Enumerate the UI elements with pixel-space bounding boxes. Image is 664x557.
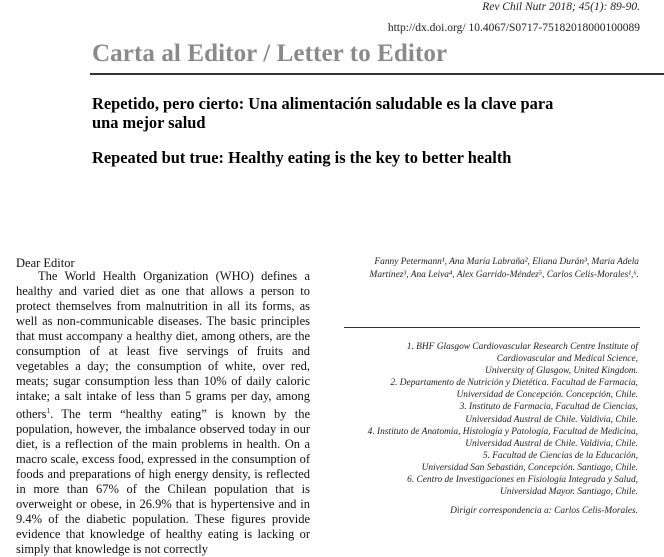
affiliation-line: Cardiovascular and Medical Science, bbox=[496, 354, 638, 365]
journal-citation: Rev Chil Nutr 2018; 45(1): 89-90. bbox=[482, 1, 640, 13]
affiliation-line: 6. Centro de Investigaciones en Fisiología Integrada y Salud, bbox=[407, 475, 638, 486]
header-divider bbox=[90, 73, 664, 75]
affiliation-line: Universidad de Concepción. Concepción, Chile. bbox=[456, 390, 638, 401]
affiliation-line: 4. Instituto de Anatomía, Histología y Patología, Facultad de Medicina, bbox=[367, 426, 638, 437]
affiliation-line: Universidad Austral de Chile. Valdivia, Chile. bbox=[465, 438, 638, 449]
affiliation-line: Universidad Mayor. Santiago, Chile. bbox=[499, 487, 638, 498]
body-text-part2: . The term “healthy eating” is known by the population, however, the imbalance observed today in our diet, is a reflection of the main problems in health. On a macro scale, excess food, expressed in the consumption of foods and preparations of high energy density, is reflected in more than 67% of the Chilean population that is overweight or obese, in 26.9% that is hypertensive and in 9.4% of the diabetic population. These figures provide evidence that knowledge of healthy eating is lacking or simply that knowledge is not correctly bbox=[16, 407, 310, 557]
author-list bbox=[355, 256, 639, 282]
author-line: Martínez³, Ana Leiva⁴, Alex Garrido-Méndez⁵, Carlos Celis-Morales¹,⁶. bbox=[369, 270, 639, 280]
article-title-spanish: Repetido, pero cierto: Una alimentación saludable es la clave para una mejor salud bbox=[92, 94, 554, 132]
affiliation-line: 1. BHF Glasgow Cardiovascular Research Centre Institute of bbox=[406, 342, 638, 352]
affiliation-line: 2. Departamento de Nutrición y Dietética. Facultad de Farmacia, bbox=[390, 378, 638, 389]
article-title-english: Repeated but true: Healthy eating is the key to better health bbox=[92, 148, 512, 167]
author-line: Fanny Petermann¹, Ana María Labraña², Eliana Durán³, María Adela bbox=[374, 257, 639, 267]
affiliation-line: 5. Facultad de Ciencias de la Educación, bbox=[482, 450, 638, 461]
correspondence-note: Dirigir correspondencia a: Carlos Celis-Morales. bbox=[450, 506, 638, 516]
affiliation-line: 3. Instituto de Farmacia, Facultad de Ciencias, bbox=[459, 402, 638, 413]
section-title: Carta al Editor / Letter to Editor bbox=[92, 40, 448, 67]
doi-link[interactable]: http://dx.doi.org/ 10.4067/S0717-75182018000100089 bbox=[387, 22, 640, 34]
body-paragraph bbox=[16, 269, 310, 557]
affiliation-line: University of Glasgow, United Kingdom. bbox=[485, 366, 638, 377]
reference-marker[interactable]: 1 bbox=[46, 407, 51, 415]
salutation: Dear Editor bbox=[16, 256, 75, 270]
affiliation-line: Universidad Austral de Chile. Valdivia, Chile. bbox=[465, 414, 638, 425]
affiliation-list bbox=[340, 341, 638, 498]
author-divider bbox=[344, 327, 640, 328]
body-text-part1: The World Health Organization (WHO) defines a healthy and varied diet as one that allows a person to protect themselves from malnutrition in all its forms, as well as non-communicable diseases. The basic principles that must accompany a healthy diet, among others, are the consumption of at least five servings of fruits and vegetables a day; the consumption of white, over red, meats; sugar consumption less than 10% of daily caloric intake; a salt intake of less than 5 grams per day, among others bbox=[16, 269, 310, 422]
affiliation-line: Universidad San Sebastián, Concepción. Santiago, Chile. bbox=[421, 462, 638, 473]
